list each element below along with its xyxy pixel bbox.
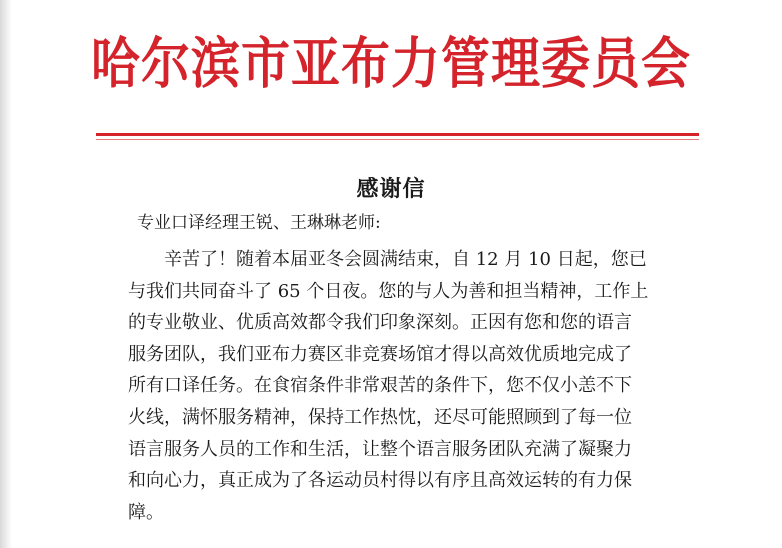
body-line-8: 和向心力，真正成为了各运动员村得以有序且高效运转的有力保 [128, 470, 632, 492]
body-line-5: 所有口译任务。在食宿条件非常艰苦的条件下，您不仅小恙不下 [128, 375, 632, 397]
letter-title: 感谢信 [356, 176, 426, 202]
body-line-6: 火线，满怀服务精神，保持工作热忱，还尽可能照顾到了每一位 [128, 406, 632, 428]
body-line-4: 服务团队，我们亚布力赛区非竞赛场馆才得以高效优质地完成了 [128, 343, 632, 365]
letterhead-red-rule-thin [96, 139, 699, 140]
body-line-1: 辛苦了！随着本届亚冬会圆满结束，自 12 月 10 日起，您已 [164, 249, 647, 270]
letterhead-red-rule [96, 133, 699, 136]
letter-body [128, 244, 688, 528]
body-line-3: 的专业敬业、优质高效都令我们印象深刻。正因有您和您的语言 [128, 312, 632, 334]
letter-salutation: 专业口译经理王锐、王琳琳老师: [137, 213, 381, 233]
body-line-2: 与我们共同奋斗了 65 个日夜。您的与人为善和担当精神，工作上 [128, 280, 649, 302]
body-line-9: 障。 [128, 501, 164, 523]
body-line-7: 语言服务人员的工作和生活，让整个语言服务团队充满了凝聚力 [128, 438, 632, 460]
letterhead-organization-name: 哈尔滨市亚布力管理委员会 [90, 31, 691, 97]
